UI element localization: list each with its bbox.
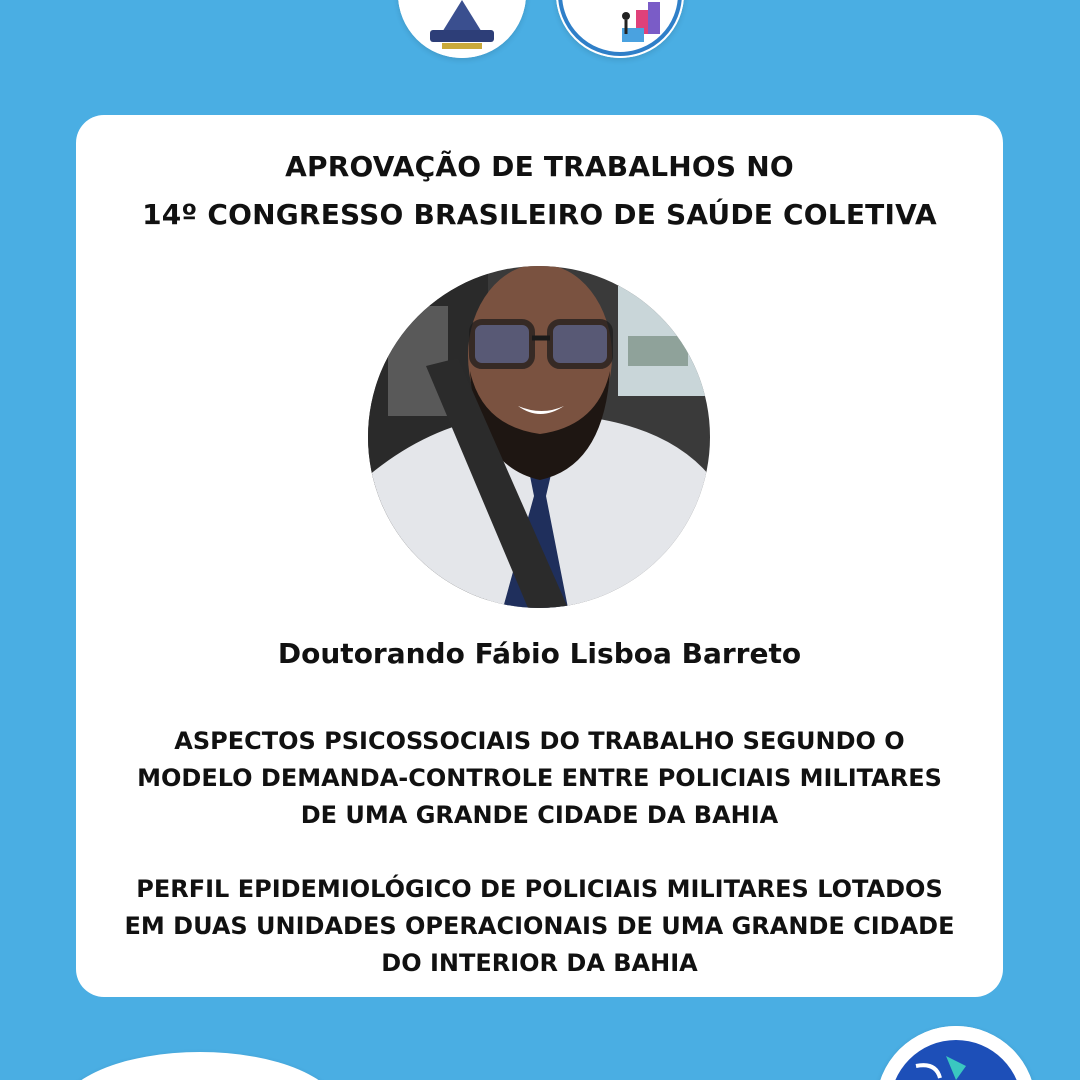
work-title-2-line: DO INTERIOR DA BAHIA — [381, 949, 698, 977]
title-line-2: 14º CONGRESSO BRASILEIRO DE SAÚDE COLETIVA — [142, 198, 937, 231]
logo-bottom-right — [876, 1026, 1036, 1080]
person-name: Doutorando Fábio Lisboa Barreto — [277, 637, 802, 670]
work-title-2 — [96, 871, 983, 982]
work-title-1-line: DE UMA GRANDE CIDADE DA BAHIA — [300, 801, 779, 829]
title-line-1: APROVAÇÃO DE TRABALHOS NO — [285, 150, 794, 183]
group-logo-right — [556, 0, 684, 58]
profile-photo — [368, 266, 710, 608]
work-title-1-line: ASPECTOS PSICOSSOCIAIS DO TRABALHO SEGUNDO O — [174, 727, 905, 755]
logo-bottom-left — [60, 1052, 340, 1080]
work-title-2-line: EM DUAS UNIDADES OPERACIONAIS DE UMA GRANDE CIDADE — [124, 912, 955, 940]
work-title-2-line: PERFIL EPIDEMIOLÓGICO DE POLICIAIS MILITARES LOTADOS — [136, 875, 943, 903]
work-title-1 — [96, 723, 983, 834]
work-title-1-line: MODELO DEMANDA-CONTROLE ENTRE POLICIAIS MILITARES — [137, 764, 942, 792]
announcement-card — [76, 115, 1003, 997]
institution-logo-left — [398, 0, 526, 58]
